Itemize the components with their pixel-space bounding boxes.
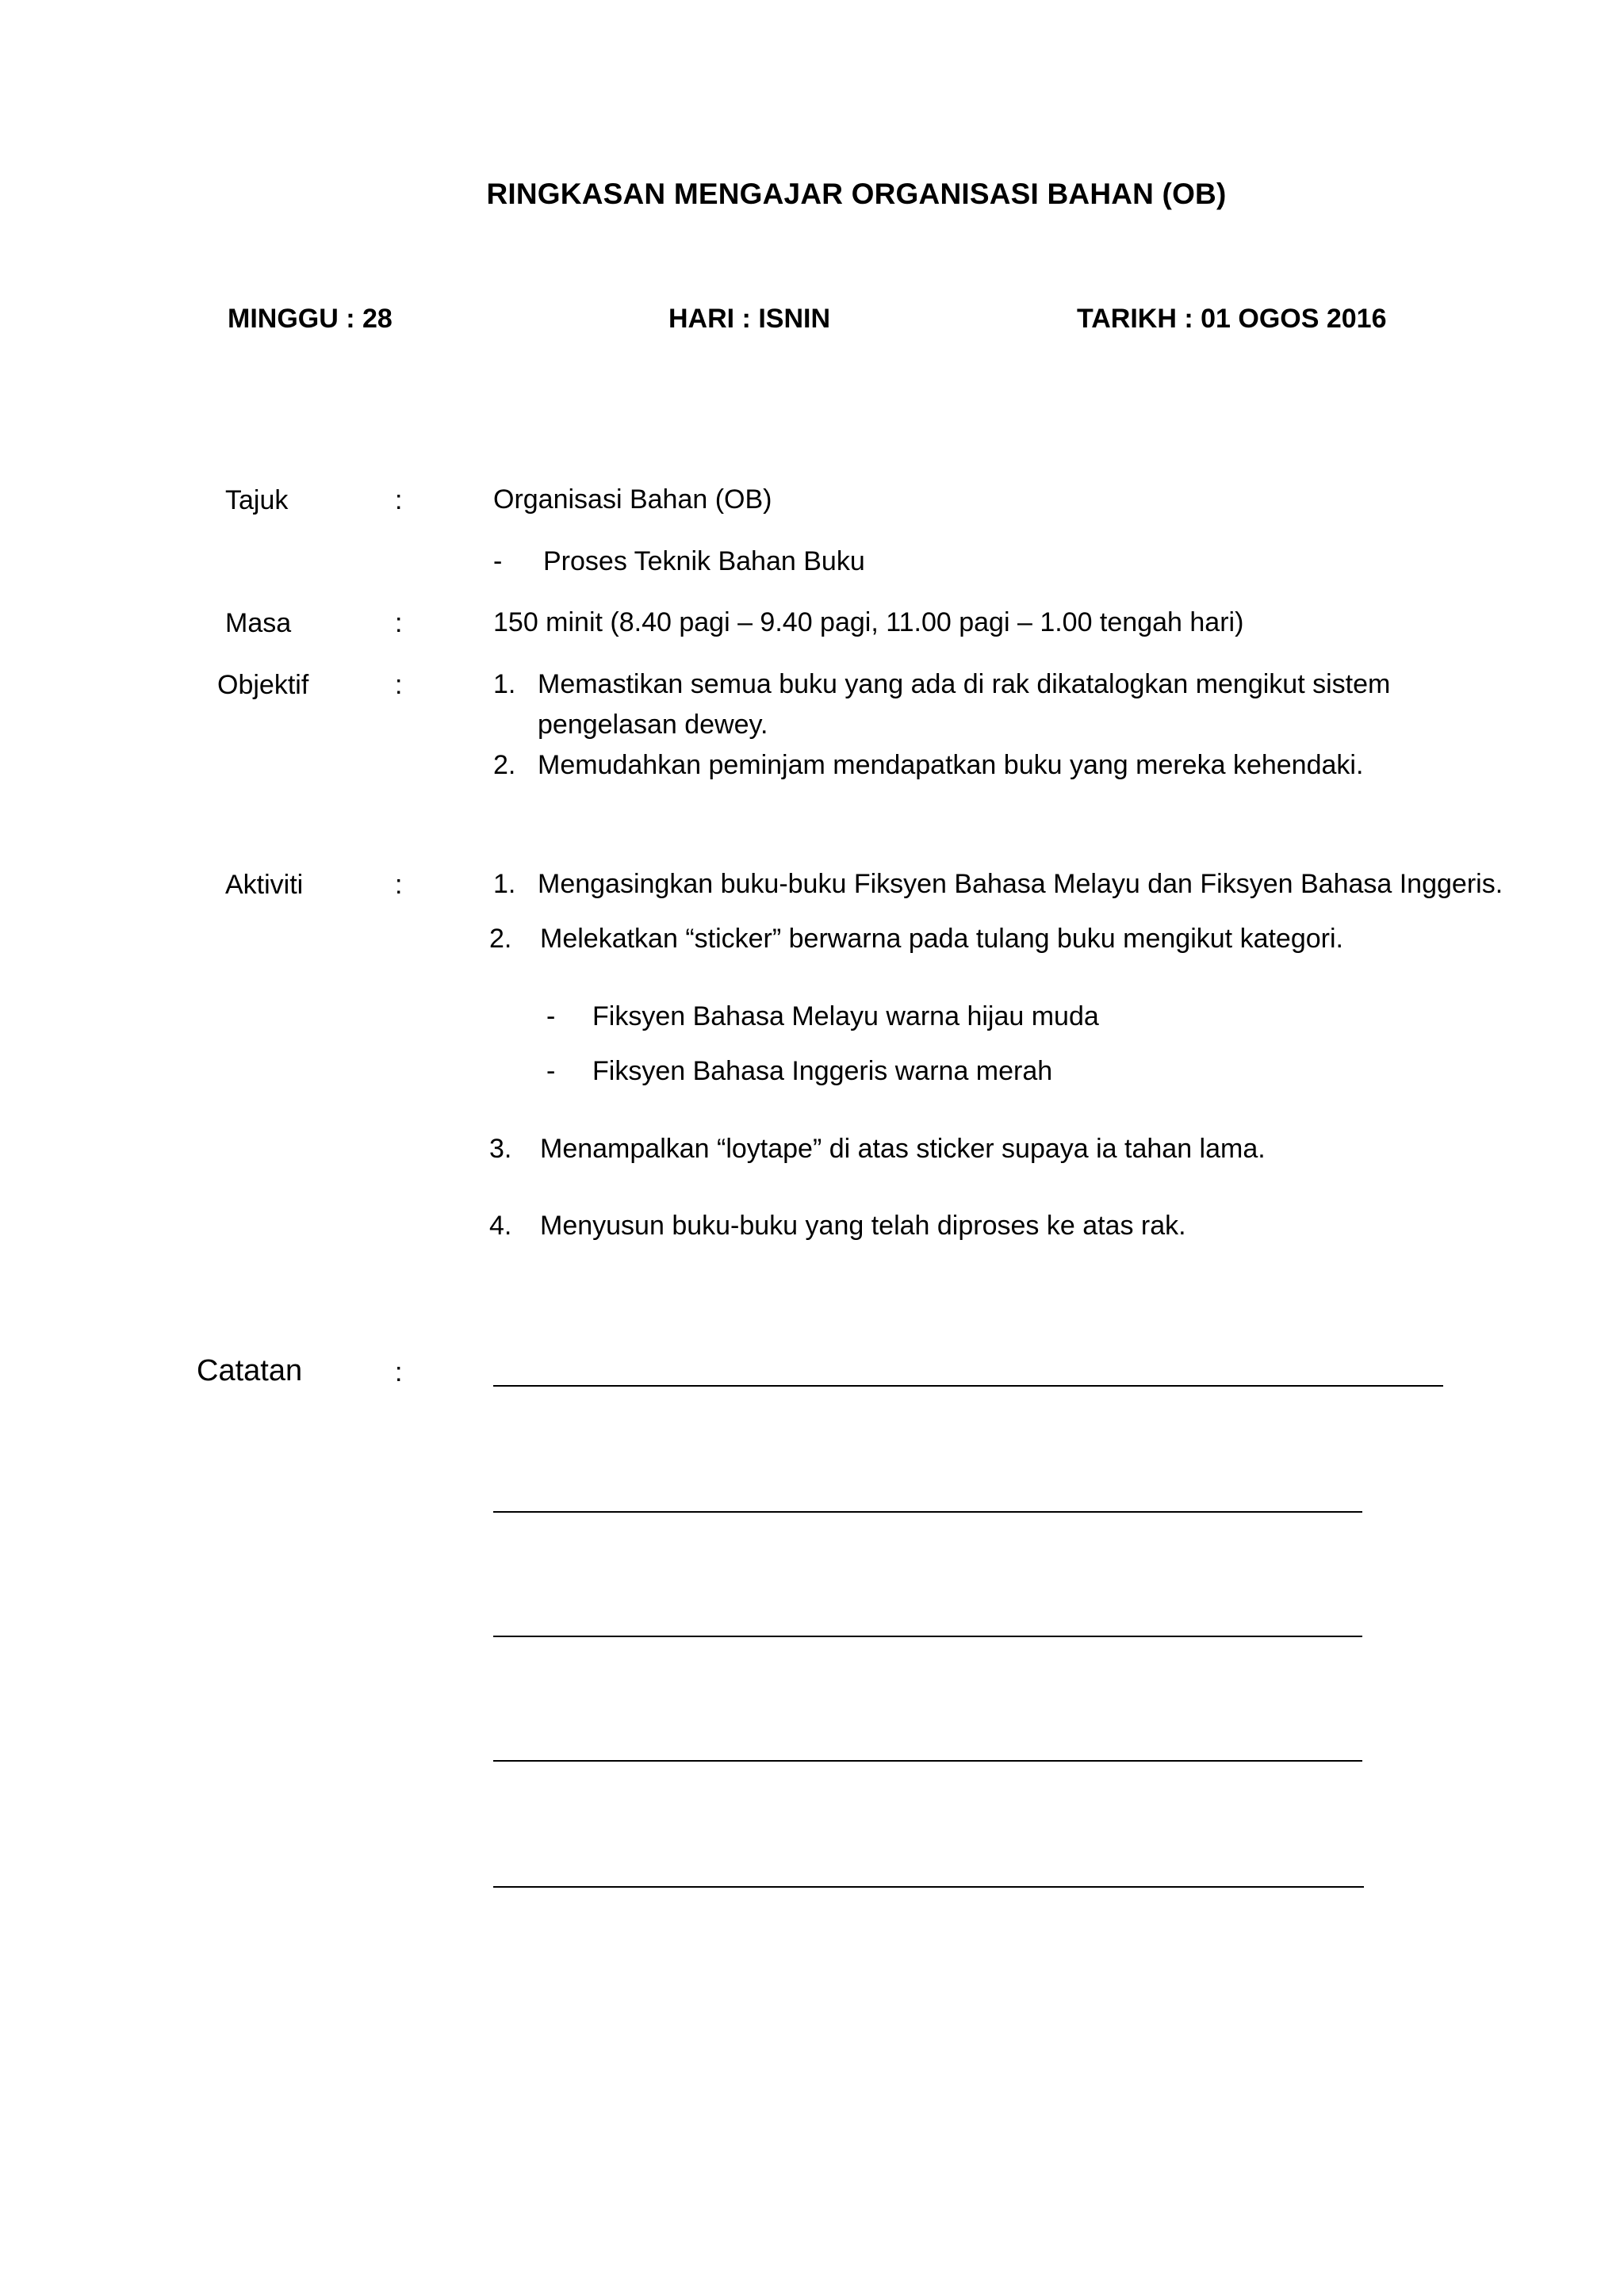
aktiviti-colon: :: [395, 870, 403, 900]
minggu-field: MINGGU : 28: [228, 304, 393, 334]
tajuk-colon: :: [395, 485, 403, 515]
catatan-label: Catatan: [197, 1354, 303, 1387]
aktiviti-item-text: Melekatkan “sticker” berwarna pada tulang buku mengikut kategori.: [540, 924, 1343, 954]
aktiviti-sub-dash: -: [546, 1001, 556, 1031]
aktiviti-item-text: Menampalkan “loytape” di atas sticker supaya ia tahan lama.: [540, 1134, 1266, 1164]
tajuk-sub-item: Proses Teknik Bahan Buku: [543, 546, 865, 576]
objektif-label: Objektif: [217, 670, 309, 700]
tajuk-value: Organisasi Bahan (OB): [493, 484, 772, 515]
aktiviti-item-number: 2.: [489, 924, 512, 954]
objektif-item-text-continued: pengelasan dewey.: [538, 710, 768, 740]
tajuk-label: Tajuk: [225, 485, 289, 515]
objektif-item-number: 2.: [493, 750, 516, 780]
aktiviti-item-text: Menyusun buku-buku yang telah diproses ke atas rak.: [540, 1211, 1186, 1241]
aktiviti-label: Aktiviti: [225, 870, 304, 900]
document-title: RINGKASAN MENGAJAR ORGANISASI BAHAN (OB): [486, 178, 1227, 210]
aktiviti-item-number: 1.: [493, 869, 516, 899]
tajuk-sub-dash: -: [493, 546, 503, 576]
catatan-blank-line: [493, 1886, 1364, 1888]
aktiviti-sub-item: Fiksyen Bahasa Inggeris warna merah: [592, 1056, 1053, 1086]
catatan-blank-line: [493, 1385, 1443, 1387]
aktiviti-sub-item: Fiksyen Bahasa Melayu warna hijau muda: [592, 1001, 1099, 1031]
objektif-item-text: Memastikan semua buku yang ada di rak dikatalogkan mengikut sistem: [538, 669, 1391, 699]
catatan-colon: :: [395, 1357, 403, 1387]
hari-field: HARI : ISNIN: [668, 304, 830, 334]
masa-label: Masa: [225, 608, 292, 638]
aktiviti-item-text: Mengasingkan buku-buku Fiksyen Bahasa Melayu dan Fiksyen Bahasa Inggeris.: [538, 869, 1503, 899]
masa-value: 150 minit (8.40 pagi – 9.40 pagi, 11.00 pagi – 1.00 tengah hari): [493, 607, 1244, 637]
tarikh-field: TARIKH : 01 OGOS 2016: [1077, 304, 1387, 334]
aktiviti-sub-dash: -: [546, 1056, 556, 1086]
objektif-colon: :: [395, 670, 403, 700]
catatan-blank-line: [493, 1511, 1362, 1513]
objektif-item-text: Memudahkan peminjam mendapatkan buku yang mereka kehendaki.: [538, 750, 1364, 780]
catatan-blank-line: [493, 1636, 1362, 1637]
catatan-blank-line: [493, 1760, 1362, 1762]
aktiviti-item-number: 4.: [489, 1211, 512, 1241]
masa-colon: :: [395, 608, 403, 638]
aktiviti-item-number: 3.: [489, 1134, 512, 1164]
objektif-item-number: 1.: [493, 669, 516, 699]
